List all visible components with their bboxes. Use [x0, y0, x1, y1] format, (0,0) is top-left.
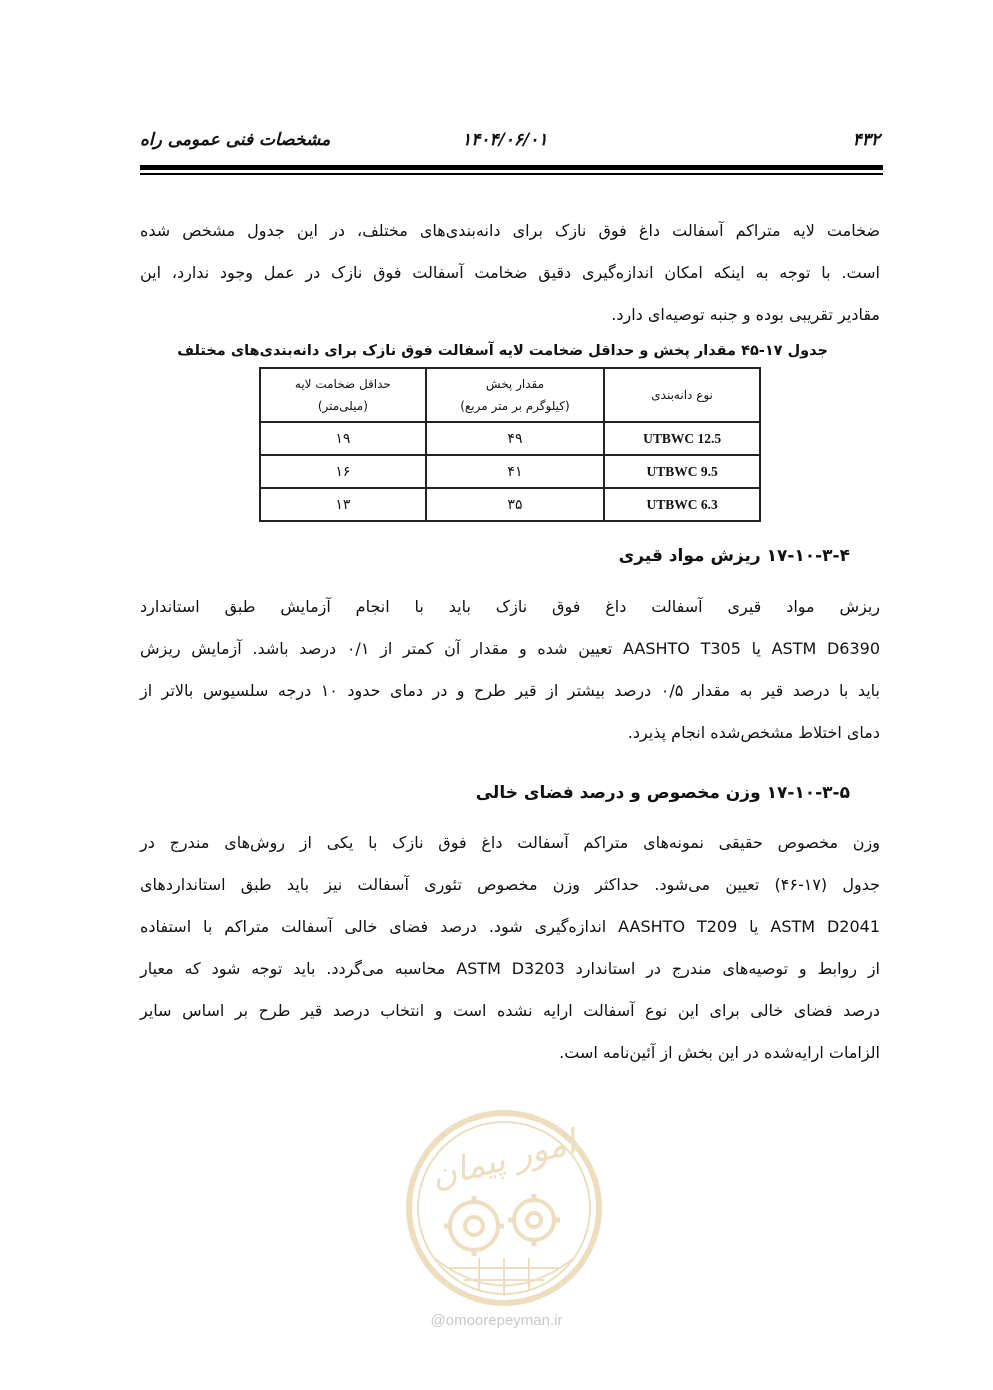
header-thickness-line1: حداقل ضخامت لایه — [294, 377, 391, 391]
header-thickness-line2: (میلی‌متر) — [317, 399, 368, 413]
section-heading-specific-gravity: ۱۷-۱۰-۳-۵ وزن مخصوص و درصد فضای خالی — [475, 783, 850, 803]
paragraph-line: باید با درصد قیر به مقدار ۰/۵ درصد بیشتر از قیر طرح و در دمای حدود ۱۰ درجه سلسیوس بالاتر از — [140, 681, 881, 700]
cell-rate: ۳۵ — [426, 488, 604, 521]
intro-paragraph — [140, 210, 880, 336]
cell-thickness: ۱۳ — [260, 488, 426, 521]
table-caption: جدول ۱۷-۴۵ مقدار پخش و حداقل ضخامت لایه آسفالت فوق نازک برای دانه‌بندی‌های مختلف — [177, 343, 828, 359]
section-2-paragraph — [140, 822, 880, 1074]
page-header — [140, 128, 880, 162]
cell-type: UTBWC 12.5 — [604, 422, 760, 455]
paragraph-line: از روابط و توصیه‌های مندرج در استاندارد ASTM D3203 محاسبه می‌گردد. باید توجه شود که معیار — [140, 959, 881, 978]
cell-type: UTBWC 9.5 — [604, 455, 760, 488]
paragraph-line: ضخامت لایه متراکم آسفالت داغ فوق نازک برای دانه‌بندی‌های مختلف، در این جدول مشخص شده — [140, 221, 880, 240]
paragraph-line: ASTM D2041 یا AASHTO T209 اندازه‌گیری شود. درصد فضای خالی آسفالت متراکم با استفاده — [140, 917, 881, 936]
cell-thickness: ۱۹ — [260, 422, 426, 455]
cell-rate: ۴۱ — [426, 455, 604, 488]
paragraph-line: وزن مخصوص حقیقی نمونه‌های متراکم آسفالت داغ فوق نازک با یکی از روش‌های مندرج در — [140, 833, 880, 852]
cell-thickness: ۱۶ — [260, 455, 426, 488]
header-rule-thin — [140, 173, 883, 175]
header-cell-rate — [426, 368, 604, 422]
header-date: ۱۴۰۴/۰۶/۰۱ — [462, 130, 548, 150]
paragraph-line: جدول (۱۷-۴۶) تعیین می‌شود. حداکثر وزن مخصوص تئوری آسفالت نیز باید طبق استانداردهای — [140, 875, 881, 894]
paragraph-line: ریزش مواد قیری آسفالت داغ فوق نازک باید با انجام آزمایش طبق استاندارد — [140, 597, 880, 616]
header-title: مشخصات فنی عمومی راه — [140, 130, 331, 150]
paragraph-line: الزامات ارایه‌شده در این بخش از آئین‌نامه است. — [559, 1043, 880, 1062]
table-row — [260, 422, 760, 455]
header-rule-thick — [140, 165, 883, 170]
table-header-row — [260, 368, 760, 422]
header-cell-type: نوع دانه‌بندی — [604, 368, 760, 422]
cell-type: UTBWC 6.3 — [604, 488, 760, 521]
paragraph-line: درصد فضای خالی برای این نوع آسفالت ارایه نشده است و انتخاب درصد قیر طرح بر اساس سایر — [140, 1001, 880, 1020]
header-rate-line2: (کیلوگرم بر متر مربع) — [460, 399, 570, 413]
paragraph-line: دمای اختلاط مشخص‌شده انجام پذیرد. — [627, 723, 880, 742]
table-row — [260, 488, 760, 521]
page-number: ۴۳۲ — [852, 130, 880, 150]
table-row — [260, 455, 760, 488]
header-cell-thickness — [260, 368, 426, 422]
section-heading-bitumen-drain: ۱۷-۱۰-۳-۴ ریزش مواد قیری — [618, 546, 850, 566]
cell-rate: ۴۹ — [426, 422, 604, 455]
spread-rate-table — [259, 367, 761, 522]
watermark-url: @omoorepeyman.ir — [430, 1312, 563, 1329]
watermark-logo — [394, 1108, 614, 1308]
paragraph-line: است. با توجه به اینکه امکان اندازه‌گیری دقیق ضخامت آسفالت فوق نازک در عمل وجود ندارد، این — [140, 263, 880, 282]
paragraph-line: مقادیر تقریبی بوده و جنبه توصیه‌ای دارد. — [611, 305, 880, 324]
paragraph-line: ASTM D6390 یا AASHTO T305 تعیین شده و مقدار آن کمتر از ۰/۱ درصد باشد. آزمایش ریزش — [140, 639, 881, 658]
svg-text:امور پیمان: امور پیمان — [427, 1122, 580, 1197]
header-rate-line1: مقدار پخش — [485, 377, 545, 391]
section-1-paragraph — [140, 586, 880, 754]
